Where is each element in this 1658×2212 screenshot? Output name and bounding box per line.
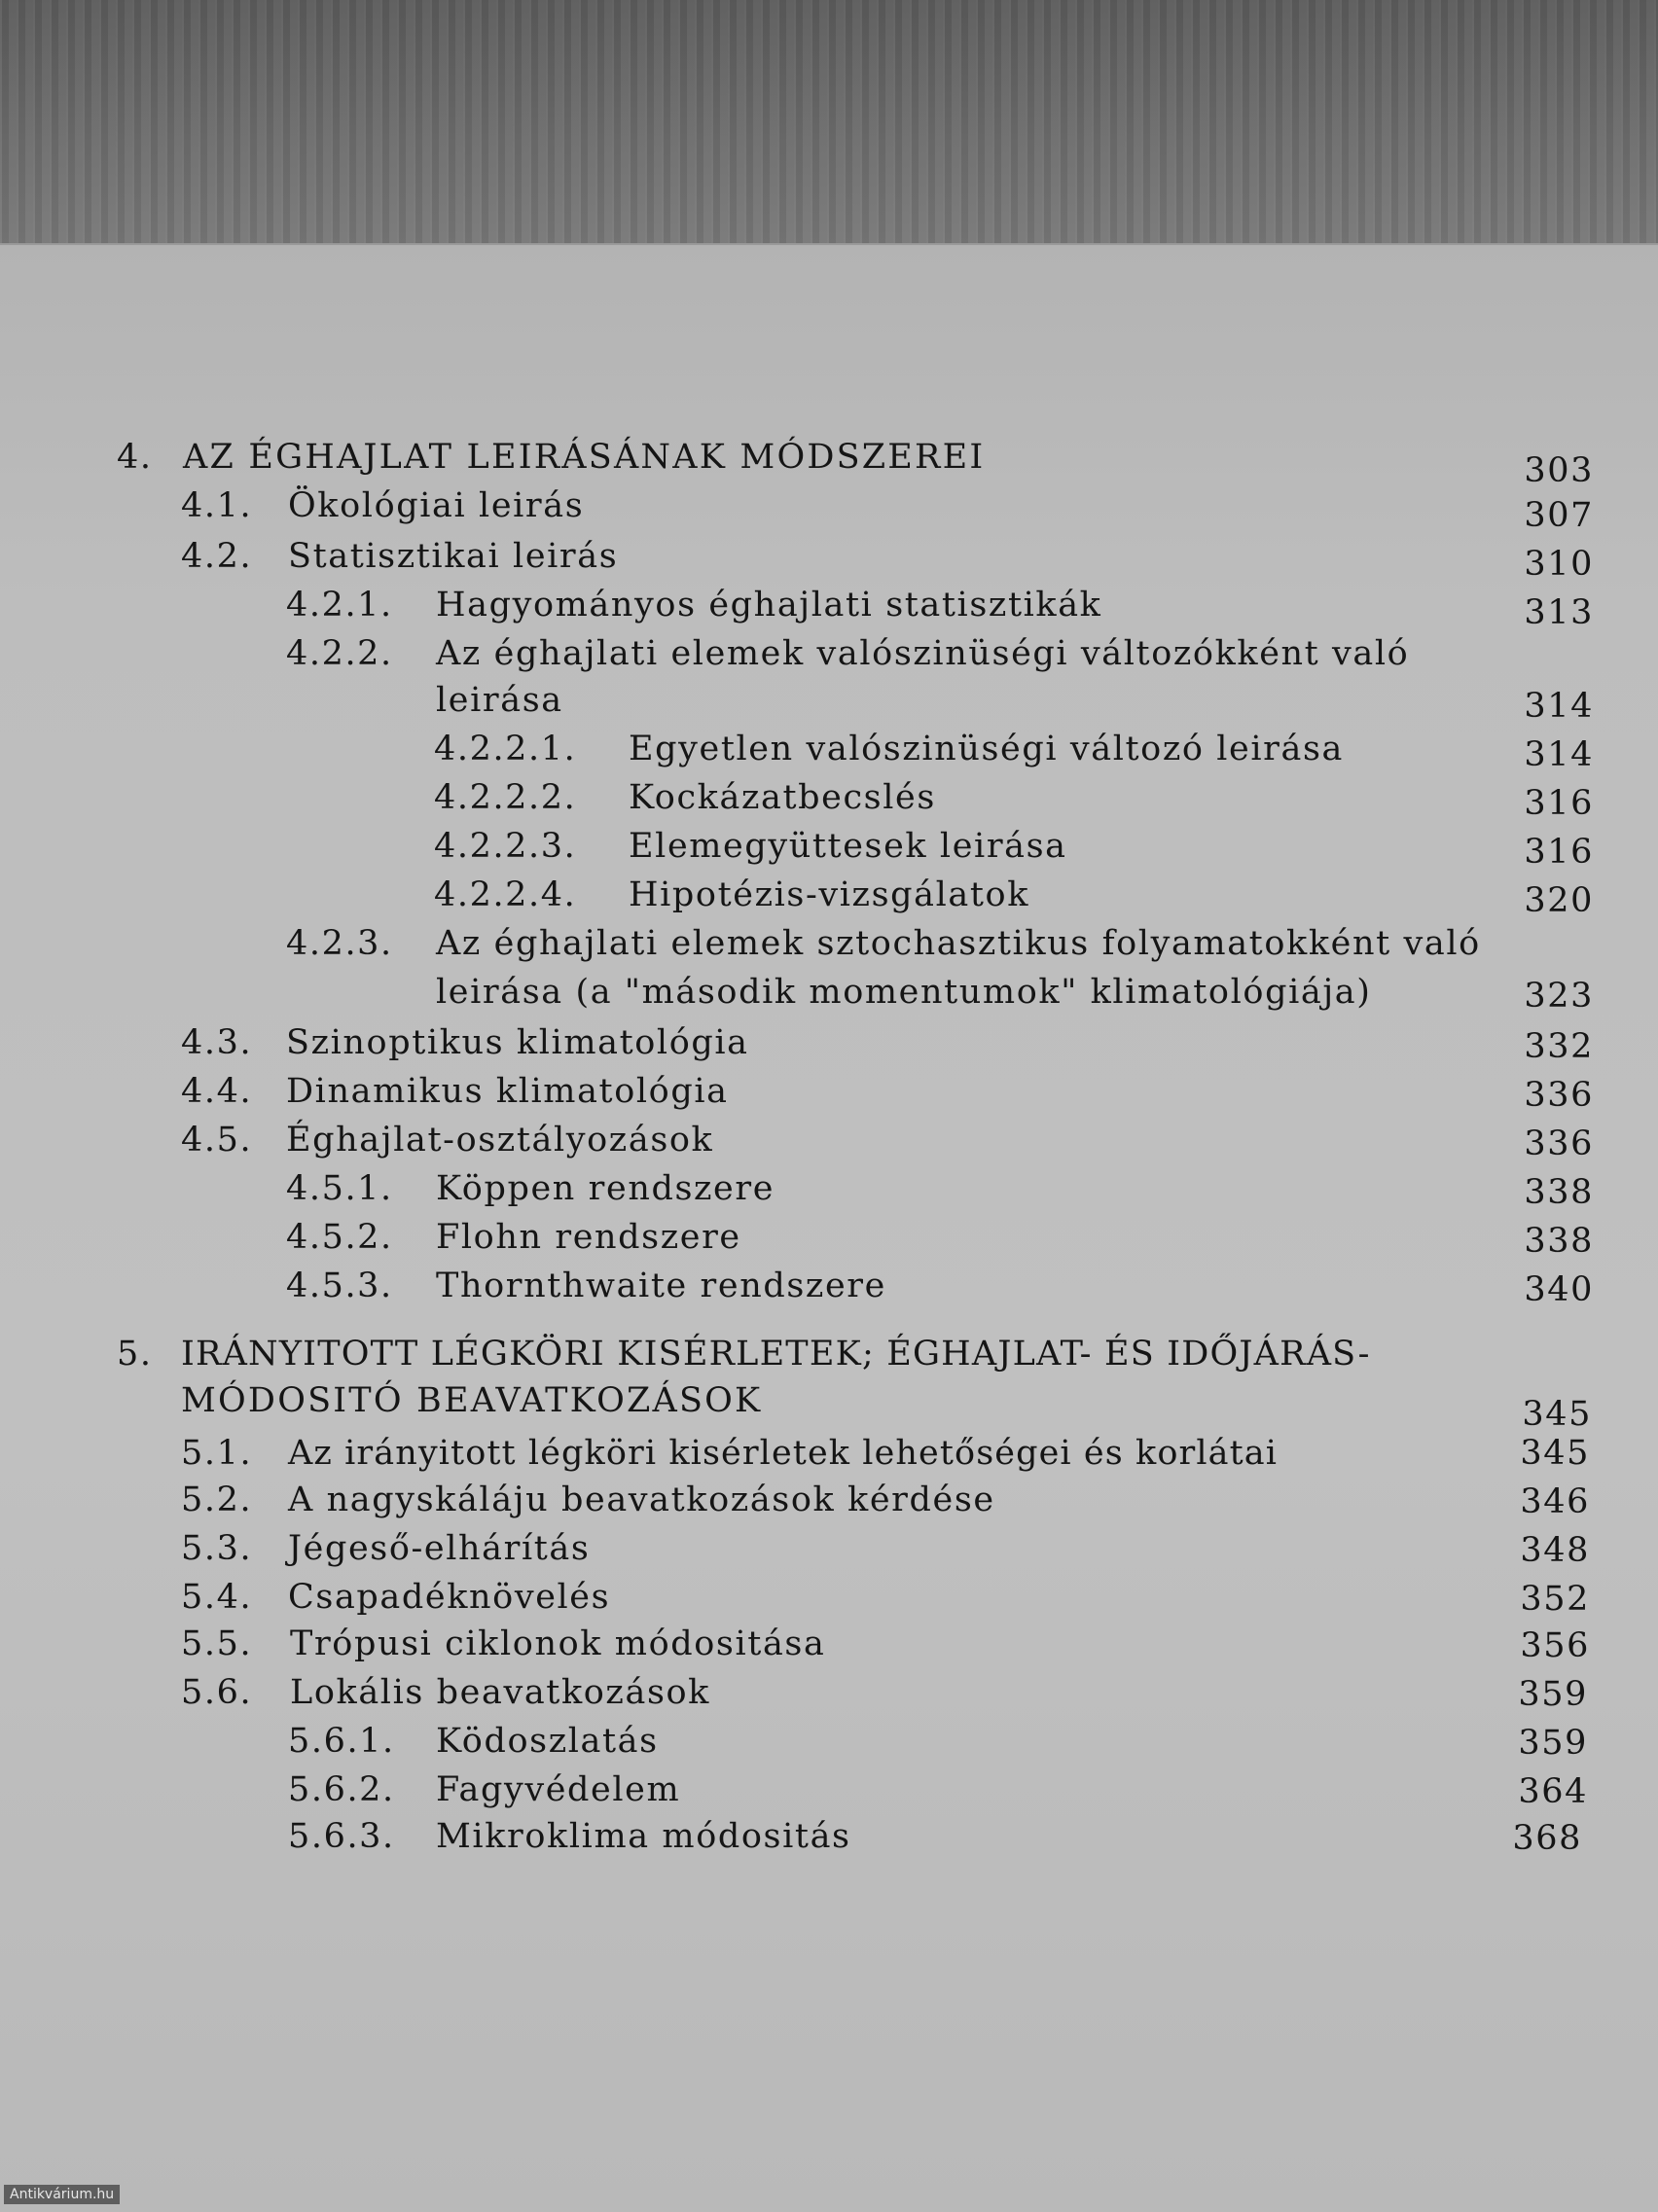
toc-title-continuation: leirása (a "második momentumok" klimatológiája) bbox=[436, 973, 1372, 1012]
toc-number: 5.2. bbox=[181, 1481, 253, 1519]
toc-page: 338 bbox=[1524, 1222, 1594, 1261]
toc-number: 4.2.1. bbox=[286, 586, 393, 624]
toc-page: 316 bbox=[1524, 833, 1594, 872]
toc-page: 314 bbox=[1524, 735, 1594, 774]
toc-title: Fagyvédelem bbox=[436, 1770, 681, 1809]
toc-title: Elemegyüttesek leirása bbox=[629, 827, 1067, 866]
toc-title: Az éghajlati elemek sztochasztikus folyamatokként való bbox=[436, 924, 1481, 963]
toc-page: 316 bbox=[1524, 784, 1594, 823]
toc-title: Jégeső-elhárítás bbox=[288, 1529, 591, 1568]
toc-title: Csapadéknövelés bbox=[288, 1578, 611, 1617]
toc-page: 368 bbox=[1512, 1819, 1582, 1858]
toc-title: Ködoszlatás bbox=[436, 1722, 659, 1761]
toc-page: 313 bbox=[1524, 593, 1594, 632]
toc-number: 4.5.1. bbox=[286, 1169, 393, 1208]
toc-number: 4.5.2. bbox=[286, 1218, 393, 1257]
toc-number: 4.2.3. bbox=[286, 924, 393, 963]
toc-title-continuation: MÓDOSITÓ BEAVATKOZÁSOK bbox=[181, 1381, 763, 1420]
toc-page: 338 bbox=[1524, 1173, 1594, 1212]
toc-number: 4.3. bbox=[181, 1023, 253, 1062]
toc-number: 5.3. bbox=[181, 1529, 253, 1568]
toc-page: 314 bbox=[1524, 687, 1594, 726]
toc-number: 5.6.3. bbox=[288, 1817, 395, 1856]
toc-number: 4.2.2.1. bbox=[434, 730, 577, 768]
toc-number: 4.2.2.3. bbox=[434, 827, 577, 866]
toc-number: 4.5.3. bbox=[286, 1267, 393, 1305]
toc-number: 4.4. bbox=[181, 1072, 253, 1111]
toc-chapter-5 bbox=[117, 1335, 1592, 1442]
toc-page: 346 bbox=[1520, 1482, 1590, 1521]
toc-number: 4.2.2.4. bbox=[434, 875, 577, 914]
toc-title: Az irányitott légköri kisérletek lehetőségei és korlátai bbox=[288, 1434, 1279, 1473]
toc-page: 345 bbox=[1520, 1434, 1590, 1473]
toc-page: 336 bbox=[1524, 1124, 1594, 1163]
toc-page: 359 bbox=[1518, 1724, 1588, 1763]
toc-page: 323 bbox=[1524, 977, 1594, 1016]
watermark-label: Antikvárium.hu bbox=[4, 2185, 120, 2204]
toc-title: Éghajlat-osztályozások bbox=[286, 1121, 714, 1160]
toc-title: Statisztikai leirás bbox=[288, 537, 619, 576]
toc-number: 5.4. bbox=[181, 1578, 253, 1617]
toc-number: 5.6. bbox=[181, 1673, 253, 1712]
toc-number: 4. bbox=[117, 438, 153, 477]
toc-page: 340 bbox=[1524, 1270, 1594, 1309]
toc-page: 359 bbox=[1518, 1675, 1588, 1714]
toc-number: 4.2.2.2. bbox=[434, 778, 577, 817]
toc-page: 303 bbox=[1524, 451, 1594, 490]
toc-page: 336 bbox=[1524, 1076, 1594, 1115]
toc-title: IRÁNYITOTT LÉGKÖRI KISÉRLETEK; ÉGHAJLAT- ÉS IDŐJÁRÁS- bbox=[181, 1335, 1371, 1374]
toc-title: Thornthwaite rendszere bbox=[436, 1267, 886, 1305]
toc-title: Trópusi ciklonok módositása bbox=[290, 1624, 826, 1663]
toc-number: 4.2. bbox=[181, 537, 253, 576]
toc-page: 352 bbox=[1520, 1580, 1590, 1619]
toc-number: 5.1. bbox=[181, 1434, 253, 1473]
toc-page: 364 bbox=[1518, 1772, 1588, 1811]
toc-title: Köppen rendszere bbox=[436, 1169, 775, 1208]
toc-number: 5.5. bbox=[181, 1624, 253, 1663]
toc-title: Dinamikus klimatológia bbox=[286, 1072, 729, 1111]
toc-number: 5.6.2. bbox=[288, 1770, 395, 1809]
toc-title: Szinoptikus klimatológia bbox=[286, 1023, 749, 1062]
toc-title: Hipotézis-vizsgálatok bbox=[629, 875, 1030, 914]
toc-title-continuation: leirása bbox=[436, 681, 563, 720]
toc-title: Flohn rendszere bbox=[436, 1218, 741, 1257]
toc-number: 4.1. bbox=[181, 486, 253, 525]
toc-page: 345 bbox=[1522, 1395, 1592, 1434]
toc-page: 310 bbox=[1524, 545, 1594, 584]
toc-number: 4.2.2. bbox=[286, 634, 393, 673]
toc-page: 356 bbox=[1520, 1626, 1590, 1665]
toc-title: Kockázatbecslés bbox=[629, 778, 936, 817]
toc-title: A nagyskáláju beavatkozások kérdése bbox=[288, 1481, 995, 1519]
toc-title: Az éghajlati elemek valószinüségi változókként való bbox=[436, 634, 1410, 673]
toc-page: 320 bbox=[1524, 881, 1594, 920]
toc-page: 332 bbox=[1524, 1027, 1594, 1066]
toc-number: 5. bbox=[117, 1335, 153, 1374]
toc-title: Ökológiai leirás bbox=[288, 486, 585, 525]
toc-number: 4.5. bbox=[181, 1121, 253, 1160]
toc-title: Lokális beavatkozások bbox=[290, 1673, 710, 1712]
toc-title: Hagyományos éghajlati statisztikák bbox=[436, 586, 1102, 624]
toc-title: Egyetlen valószinüségi változó leirása bbox=[629, 730, 1344, 768]
toc-page: 307 bbox=[1524, 496, 1594, 535]
toc-page: 348 bbox=[1520, 1531, 1590, 1570]
toc-title: Mikroklima módositás bbox=[436, 1817, 851, 1856]
toc-title: AZ ÉGHAJLAT LEIRÁSÁNAK MÓDSZEREI bbox=[183, 438, 986, 477]
toc-number: 5.6.1. bbox=[288, 1722, 395, 1761]
